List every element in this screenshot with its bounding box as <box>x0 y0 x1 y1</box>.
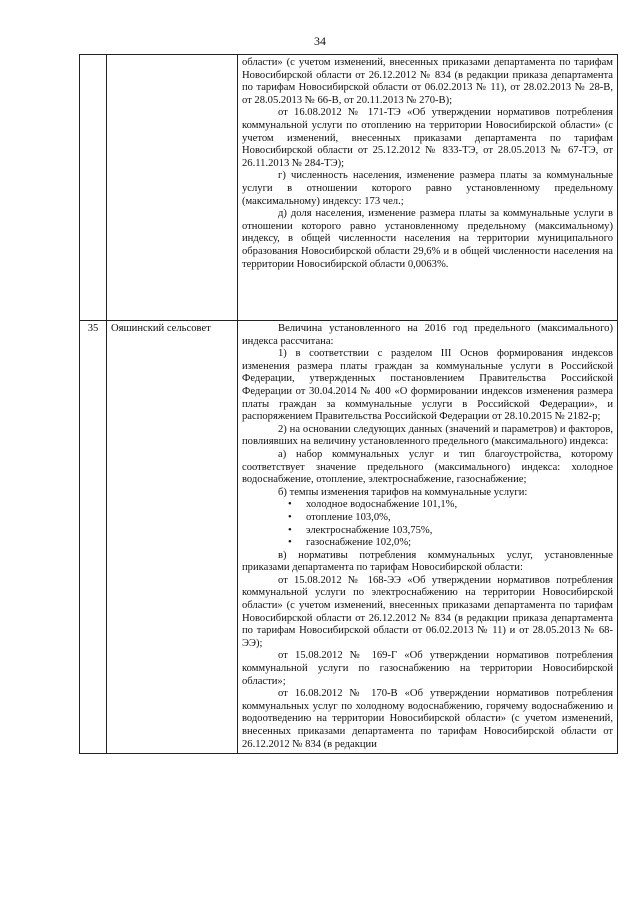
municipality-name <box>107 55 238 321</box>
municipal-index-table <box>79 54 618 754</box>
list-item: • электроснабжение 103,75%, <box>306 525 613 538</box>
municipality-name: Ояшинский сельсовет <box>107 321 238 754</box>
row-number: 35 <box>80 321 107 754</box>
paragraph: Величина установленного на 2016 год предельного (максимального) индекса рассчитана: <box>242 323 613 347</box>
paragraph: д) доля населения, изменение размера платы за коммунальные услуги в отношении которого равно установленному предельному (максимальному) индексу, в общей численности населения на территории муниципального образования Новосибирской области 29,6% и в общей численности населения на территории Новосибирской области 0,0063%. <box>242 208 613 270</box>
row-description <box>238 55 618 321</box>
page-number: 34 <box>314 34 326 48</box>
tariff-rates-list <box>242 499 613 549</box>
paragraph: г) численность населения, изменение размера платы за коммунальные услуги в отношении которого равно установленному предельному (максимальному) индексу: 173 чел.; <box>242 170 613 207</box>
row-description <box>238 321 618 754</box>
row-number <box>80 55 107 321</box>
paragraph: 1) в соответствии с разделом III Основ формирования индексов изменения размера платы граждан за коммунальные услуги в Российской Федерации, утвержденных постановлением Правительства Российской Федерации от 30.04.2014 № 400 «О формировании индексов изменения размера платы граждан за коммунальные услуги в Российской Федерации», и распоряжением Правительства Российской Федерации от 28.10.2015 № 2182-р; <box>242 348 613 423</box>
paragraph: б) темпы изменения тарифов на коммунальные услуги: <box>278 486 528 498</box>
paragraph: в) нормативы потребления коммунальных услуг, установленные приказами департамента по тарифам Новосибирской области: <box>242 549 613 574</box>
list-item: • газоснабжение 102,0%; <box>306 537 613 550</box>
list-item: • холодное водоснабжение 101,1%, <box>306 499 613 512</box>
table-row <box>80 321 618 754</box>
paragraph: а) набор коммунальных услуг и тип благоустройства, которому соответствует значение предельного (максимального) индекса: холодное водоснабжение, отопление, электроснабжение, газоснабжение; <box>242 448 613 486</box>
table-row <box>80 55 618 321</box>
paragraph: от 16.08.2012 № 170-В «Об утверждении нормативов потребления коммунальных услуг по холодному водоснабжению, горячему водоснабжению и водоотведению на территории Новосибирской области» (с учетом изменений, внесенных приказами департамента по тарифам Новосибирской области от 26.12.2012 № 834 (в редакции <box>242 688 613 750</box>
paragraph: от 15.08.2012 № 169-Г «Об утверждении нормативов потребления коммунальной услуги по газоснабжению на территории Новосибирской области»; <box>242 650 613 687</box>
paragraph: от 15.08.2012 № 168-ЭЭ «Об утверждении нормативов потребления коммунальной услуги по электроснабжению на территории Новосибирской области» (с учетом изменений, внесенных приказами департамента по тарифам Новосибирской области от 26.12.2012 № 834 (в редакции приказа департамента по тарифам Новосибирской области от 06.02.2013 № 11) и от 28.05.2013 № 68-ЭЭ); <box>242 574 613 649</box>
paragraph: от 16.08.2012 № 171-ТЭ «Об утверждении нормативов потребления коммунальной услуги по отоплению на территории Новосибирской области» (с учетом изменений, внесенных приказами департамента по тарифам Новосибирской области от 25.12.2012 № 833-ТЭ, от 28.05.2013 № 67-ТЭ, от 26.11.2013 № 284-ТЭ); <box>242 107 613 169</box>
paragraph: 2) на основании следующих данных (значений и параметров) и факторов, повлиявших на величину установленного предельного (максимального) индекса: <box>242 423 613 448</box>
paragraph: области» (с учетом изменений, внесенных приказами департамента по тарифам Новосибирской области от 26.12.2012 № 834 (в редакции приказа департамента по тарифам Новосибирской области от 06.02.2013 № 11), от 28.02.2013 № 28-В, от 28.05.2013 № 66-В, от 20.11.2013 № 270-В); <box>242 57 613 106</box>
list-item: • отопление 103,0%, <box>306 512 613 525</box>
